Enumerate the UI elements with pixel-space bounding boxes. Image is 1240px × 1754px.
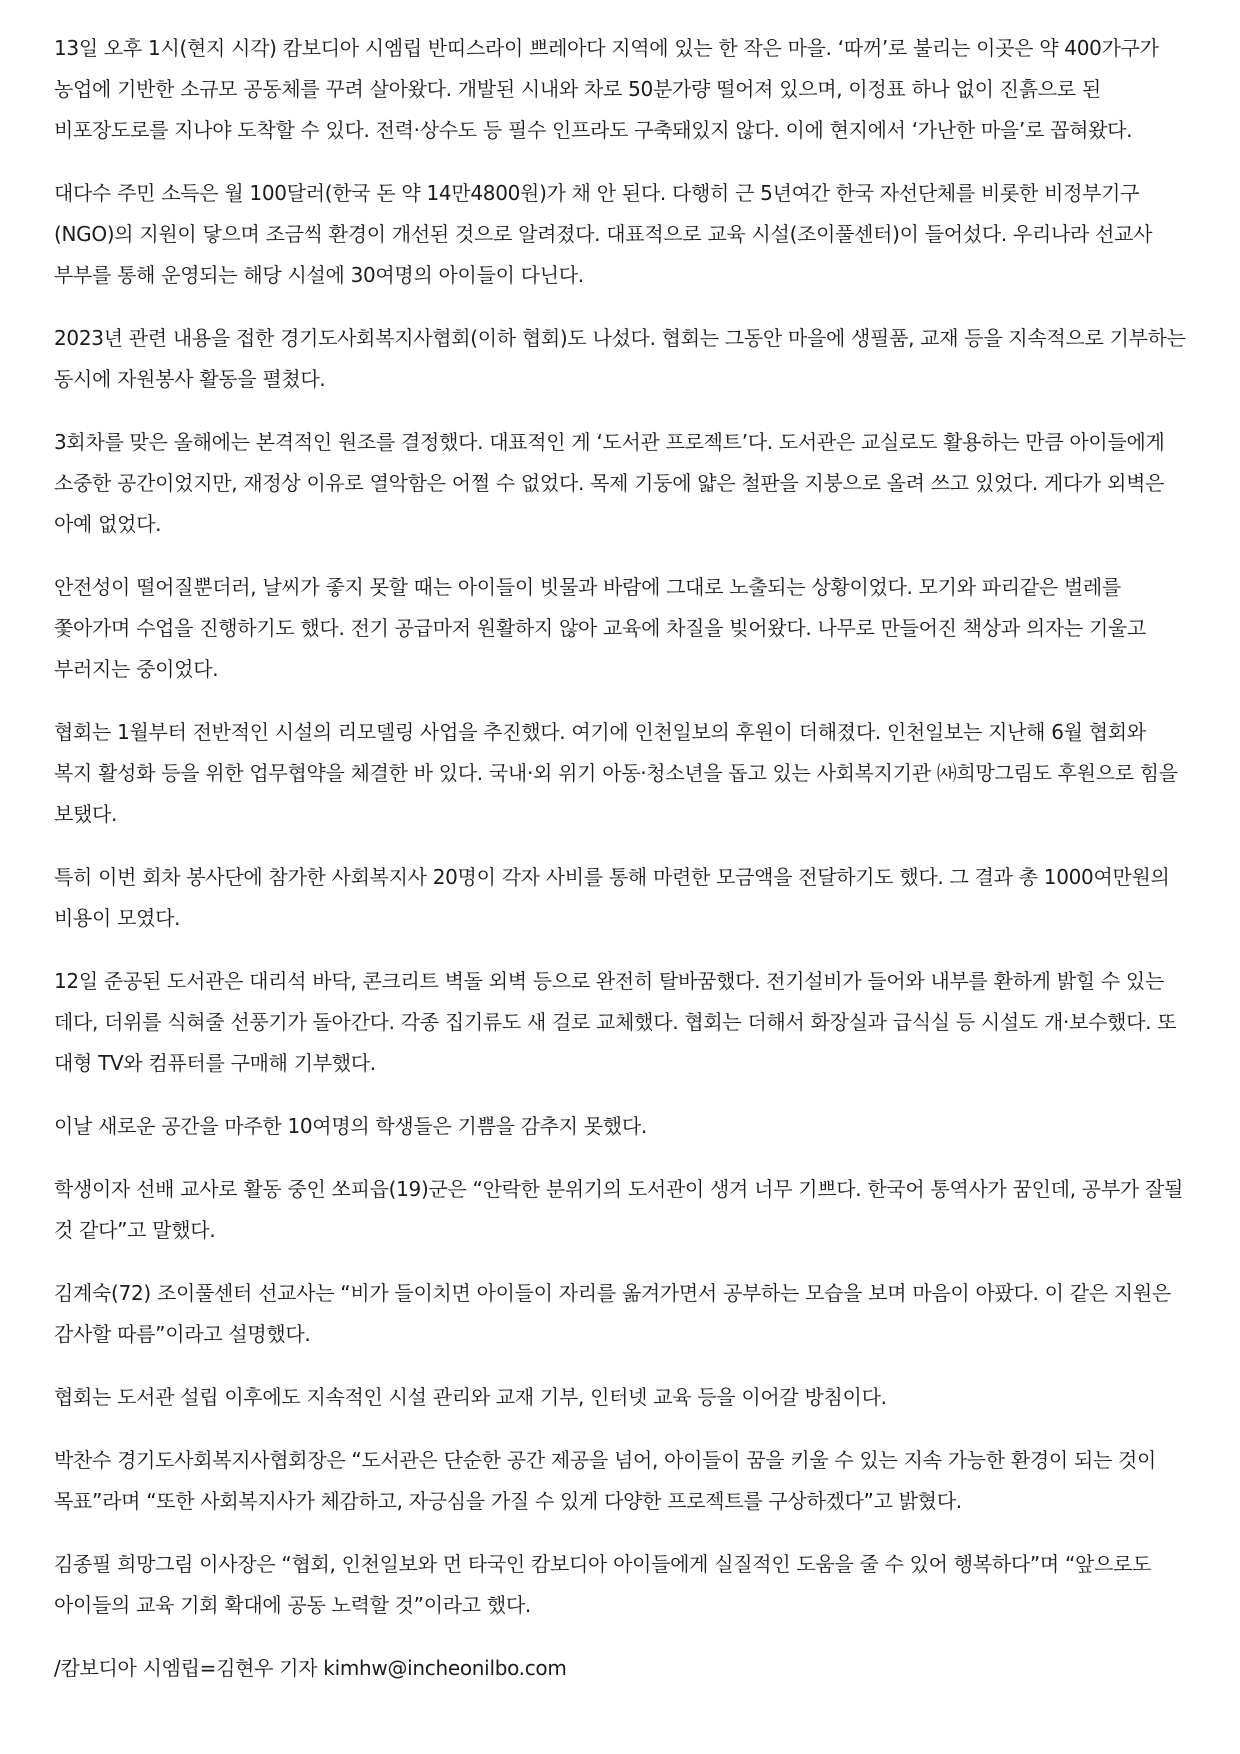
article-paragraph: 특히 이번 회차 봉사단에 참가한 사회복지사 20명이 각자 사비를 통해 마련한 모금액을 전달하기도 했다. 그 결과 총 1000여만원의 비용이 모였다.	[54, 865, 1170, 930]
article-paragraph: 2023년 관련 내용을 접한 경기도사회복지사협회(이하 협회)도 나섰다. 협회는 그동안 마을에 생필품, 교재 등을 지속적으로 기부하는 동시에 자원봉사 활동을 펼쳤다.	[54, 326, 1186, 391]
article-paragraph: 이날 새로운 공간을 마주한 10여명의 학생들은 기쁨을 감추지 못했다.	[54, 1114, 647, 1138]
article-paragraph: 12일 준공된 도서관은 대리석 바닥, 콘크리트 벽돌 외벽 등으로 완전히 탈바꿈했다. 전기설비가 들어와 내부를 환하게 밝힐 수 있는 데다, 더위를 식혀줄 선풍기가 돌아간다. 각종 집기류도 새 걸로 교체했다. 협회는 더해서 화장실과 급식실 등 시설도 개·보수했다. 또 대형 TV와 컴퓨터를 구매해 기부했다.	[54, 969, 1177, 1075]
article-body	[54, 28, 1186, 1711]
article-paragraph: 3회차를 맞은 올해에는 본격적인 원조를 결정했다. 대표적인 게 ‘도서관 프로젝트’다. 도서관은 교실로도 활용하는 만큼 아이들에게 소중한 공간이었지만, 재정상 이유로 열악함은 어쩔 수 없었다. 목제 기둥에 얇은 철판을 지붕으로 올려 쓰고 있었다. 게다가 외벽은 아예 없었다.	[54, 430, 1165, 536]
article-paragraph: 안전성이 떨어질뿐더러, 날씨가 좋지 못할 때는 아이들이 빗물과 바람에 그대로 노출되는 상황이었다. 모기와 파리같은 벌레를 쫓아가며 수업을 진행하기도 했다. 전기 공급마저 원활하지 않아 교육에 차질을 빚어왔다. 나무로 만들어진 책상과 의자는 기울고 부러지는 중이었다.	[54, 575, 1147, 681]
article-paragraph: 김계숙(72) 조이풀센터 선교사는 “비가 들이치면 아이들이 자리를 옮겨가면서 공부하는 모습을 보며 마음이 아팠다. 이 같은 지원은 감사할 따름”이라고 설명했다.	[54, 1281, 1171, 1346]
article-paragraph: 13일 오후 1시(현지 시각) 캄보디아 시엠립 반띠스라이 쁘레아다 지역에 있는 한 작은 마을. ‘따꺼’로 불리는 이곳은 약 400가구가 농업에 기반한 소규모 공동체를 꾸려 살아왔다. 개발된 시내와 차로 50분가량 떨어져 있으며, 이정표 하나 없이 진흙으로 된 비포장도로를 지나야 도착할 수 있다. 전력·상수도 등 필수 인프라도 구축돼있지 않다. 이에 현지에서 ‘가난한 마을’로 꼽혀왔다.	[54, 36, 1159, 142]
article-paragraph: 박찬수 경기도사회복지사협회장은 “도서관은 단순한 공간 제공을 넘어, 아이들이 꿈을 키울 수 있는 지속 가능한 환경이 되는 것이 목표”라며 “또한 사회복지사가 체감하고, 자긍심을 가질 수 있게 다양한 프로젝트를 구상하겠다”고 밝혔다.	[54, 1448, 1157, 1513]
article-paragraph: 협회는 도서관 설립 이후에도 지속적인 시설 관리와 교재 기부, 인터넷 교육 등을 이어갈 방침이다.	[54, 1385, 887, 1409]
article-paragraph: 학생이자 선배 교사로 활동 중인 쏘피읍(19)군은 “안락한 분위기의 도서관이 생겨 너무 기쁘다. 한국어 통역사가 꿈인데, 공부가 잘될 것 같다”고 말했다.	[54, 1177, 1183, 1242]
article-paragraph: 김종필 희망그림 이사장은 “협회, 인천일보와 먼 타국인 캄보디아 아이들에게 실질적인 도움을 줄 수 있어 행복하다”며 “앞으로도 아이들의 교육 기회 확대에 공동 노력할 것”이라고 했다.	[54, 1552, 1152, 1617]
article-paragraph: 협회는 1월부터 전반적인 시설의 리모델링 사업을 추진했다. 여기에 인천일보의 후원이 더해졌다. 인천일보는 지난해 6월 협회와 복지 활성화 등을 위한 업무협약을 체결한 바 있다. 국내·외 위기 아동·청소년을 돕고 있는 사회복지기관 ㈔희망그림도 후원으로 힘을 보탰다.	[54, 720, 1178, 826]
byline: /캄보디아 시엠립=김현우 기자 kimhw@incheonilbo.com	[54, 1656, 567, 1680]
article-paragraph: 대다수 주민 소득은 월 100달러(한국 돈 약 14만4800원)가 채 안 된다. 다행히 근 5년여간 한국 자선단체를 비롯한 비정부기구(NGO)의 지원이 닿으며 조금씩 환경이 개선된 것으로 알려졌다. 대표적으로 교육 시설(조이풀센터)이 들어섰다. 우리나라 선교사 부부를 통해 운영되는 해당 시설에 30여명의 아이들이 다닌다.	[54, 181, 1153, 287]
